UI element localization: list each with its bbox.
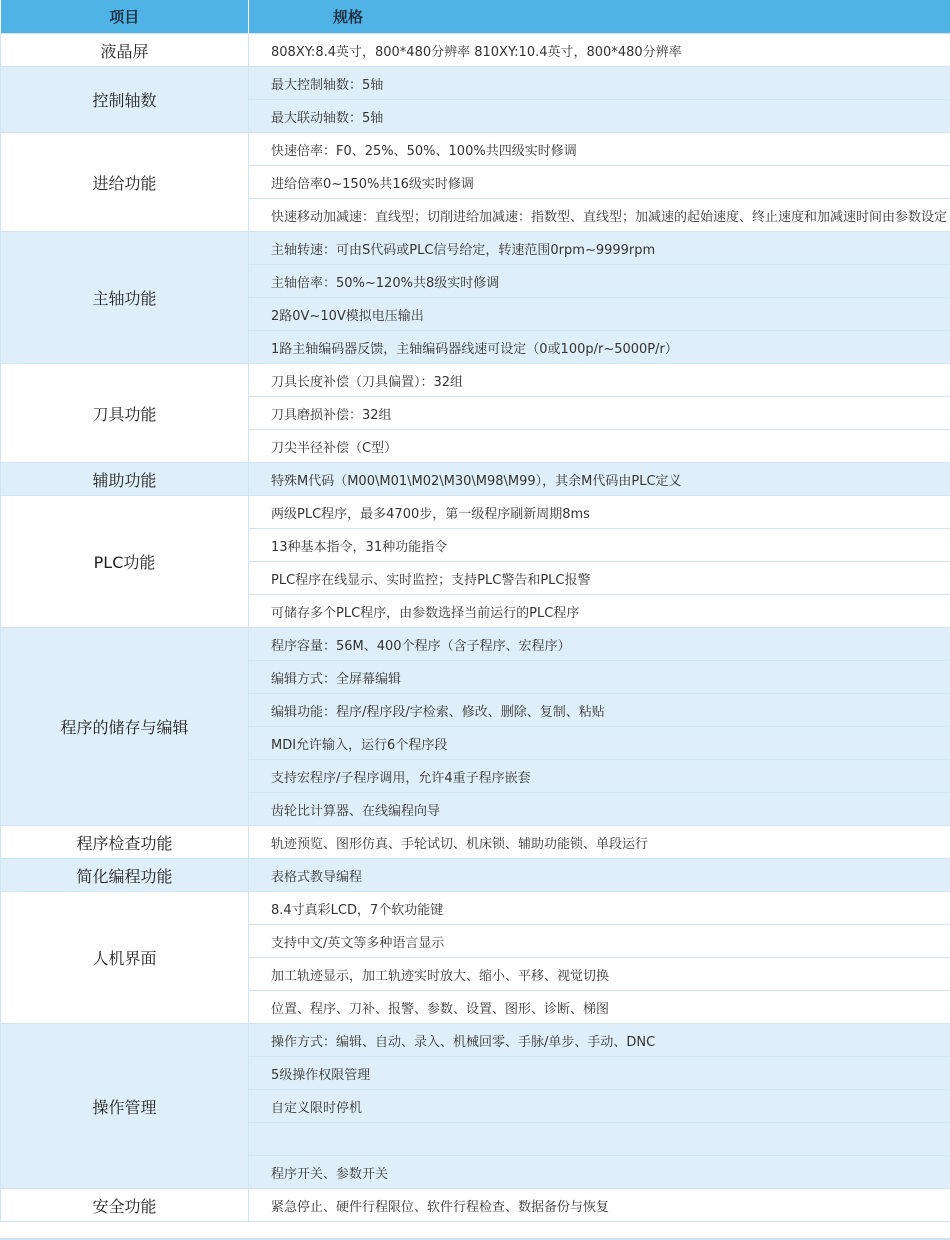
item-cell: 简化编程功能: [1, 859, 249, 892]
spec-cell: 操作方式：编辑、自动、录入、机械回零、手脉/单步、手动、DNC: [249, 1024, 950, 1057]
spec-cell: 进给倍率0~150%共16级实时修调: [249, 166, 950, 199]
spec-cell: MDI允许输入，运行6个程序段: [249, 727, 950, 760]
spec-cell: [249, 1123, 950, 1156]
item-cell: 液晶屏: [1, 34, 249, 67]
item-cell: 安全功能: [1, 1189, 249, 1222]
spec-cell: 最大联动轴数：5轴: [249, 100, 950, 133]
table-row: [1, 463, 950, 496]
table-row: [1, 1024, 950, 1057]
spec-cell: 程序开关、参数开关: [249, 1156, 950, 1189]
spec-cell: 刀具磨损补偿：32组: [249, 397, 950, 430]
spec-cell: 5级操作权限管理: [249, 1057, 950, 1090]
table-row: [1, 892, 950, 925]
header-spec: 规格: [249, 0, 950, 34]
item-cell: 辅助功能: [1, 463, 249, 496]
spec-cell: 表格式教导编程: [249, 859, 950, 892]
spec-cell: 刀尖半径补偿（C型）: [249, 430, 950, 463]
header-row: [1, 0, 950, 34]
spec-cell: 8.4寸真彩LCD，7个软功能键: [249, 892, 950, 925]
spec-cell: 轨迹预览、图形仿真、手轮试切、机床锁、辅助功能锁、单段运行: [249, 826, 950, 859]
item-cell: 程序检查功能: [1, 826, 249, 859]
spec-cell: 支持宏程序/子程序调用，允许4重子程序嵌套: [249, 760, 950, 793]
spec-cell: 刀具长度补偿（刀具偏置）：32组: [249, 364, 950, 397]
item-cell: 人机界面: [1, 892, 249, 1024]
header-item: 项目: [1, 0, 249, 34]
table-row: [1, 364, 950, 397]
table-row: [1, 34, 950, 67]
spec-cell: 编辑功能：程序/程序段/字检索、修改、删除、复制、粘贴: [249, 694, 950, 727]
item-cell: PLC功能: [1, 496, 249, 628]
spec-cell: 编辑方式：全屏幕编辑: [249, 661, 950, 694]
spec-cell: 808XY:8.4英寸，800*480分辨率 810XY:10.4英寸，800*480分辨率: [249, 34, 950, 67]
table-row: [1, 859, 950, 892]
spec-cell: 紧急停止、硬件行程限位、软件行程检查、数据备份与恢复: [249, 1189, 950, 1222]
spec-body: [1, 34, 950, 1222]
table-row: [1, 496, 950, 529]
spec-cell: 2路0V~10V模拟电压输出: [249, 298, 950, 331]
spec-cell: 13种基本指令，31种功能指令: [249, 529, 950, 562]
item-cell: 操作管理: [1, 1024, 249, 1189]
spec-cell: 1路主轴编码器反馈，主轴编码器线速可设定（0或100p/r~5000P/r）: [249, 331, 950, 364]
spec-cell: 快速移动加减速：直线型；切削进给加减速：指数型、直线型；加减速的起始速度、终止速度和加减速时间由参数设定: [249, 199, 950, 232]
item-cell: 程序的储存与编辑: [1, 628, 249, 826]
spec-cell: 加工轨迹显示，加工轨迹实时放大、缩小、平移、视觉切换: [249, 958, 950, 991]
table-row: [1, 232, 950, 265]
spec-cell: 位置、程序、刀补、报警、参数、设置、图形、诊断、梯图: [249, 991, 950, 1024]
table-row: [1, 826, 950, 859]
table-row: [1, 1189, 950, 1222]
spec-cell: 主轴倍率：50%~120%共8级实时修调: [249, 265, 950, 298]
spec-cell: 自定义限时停机: [249, 1090, 950, 1123]
table-row: [1, 133, 950, 166]
spec-cell: 主轴转速：可由S代码或PLC信号给定，转速范围0rpm~9999rpm: [249, 232, 950, 265]
item-cell: 主轴功能: [1, 232, 249, 364]
table-row: [1, 628, 950, 661]
item-cell: 进给功能: [1, 133, 249, 232]
spec-cell: 两级PLC程序，最多4700步，第一级程序刷新周期8ms: [249, 496, 950, 529]
spec-cell: 快速倍率：F0、25%、50%、100%共四级实时修调: [249, 133, 950, 166]
spec-cell: 支持中文/英文等多种语言显示: [249, 925, 950, 958]
spec-cell: 可储存多个PLC程序，由参数选择当前运行的PLC程序: [249, 595, 950, 628]
spec-cell: 齿轮比计算器、在线编程向导: [249, 793, 950, 826]
spec-cell: PLC程序在线显示、实时监控；支持PLC警告和PLC报警: [249, 562, 950, 595]
item-cell: 控制轴数: [1, 67, 249, 133]
item-cell: 刀具功能: [1, 364, 249, 463]
spec-cell: 特殊M代码（M00\M01\M02\M30\M98\M99），其余M代码由PLC定义: [249, 463, 950, 496]
table-row: [1, 67, 950, 100]
spec-cell: 最大控制轴数：5轴: [249, 67, 950, 100]
spec-cell: 程序容量：56M、400个程序（含子程序、宏程序）: [249, 628, 950, 661]
